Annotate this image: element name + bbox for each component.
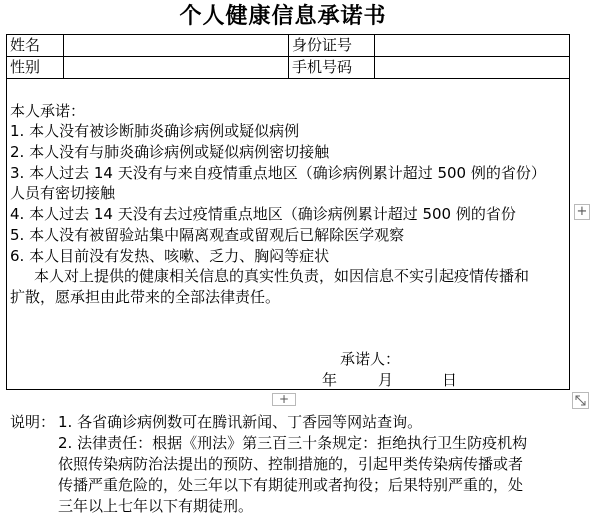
pledge-item: 6. 本人目前没有发热、咳嗽、乏力、胸闷等症状 xyxy=(10,247,330,265)
phone-field[interactable] xyxy=(375,57,569,78)
pledge-item: 3. 本人过去 14 天没有与来自疫情重点地区（确诊病例累计超过 500 例的省份） xyxy=(10,164,546,182)
resize-arrows-icon xyxy=(573,393,588,408)
name-label: 姓名 xyxy=(10,36,41,54)
notes-label: 说明： xyxy=(10,413,56,431)
table-resize-handle[interactable] xyxy=(572,392,589,409)
pledge-item: 2. 本人没有与肺炎确诊病例或疑似病例密切接触 xyxy=(10,143,330,161)
pledge-item: 4. 本人过去 14 天没有去过疫情重点地区（确诊病例累计超过 500 例的省份 xyxy=(10,205,516,223)
row-divider xyxy=(6,78,570,79)
phone-label: 手机号码 xyxy=(292,58,353,76)
pledge-item: 5. 本人没有被留验站集中隔离观查或留观后已解除医学观察 xyxy=(10,226,405,244)
note-line: 1. 各省确诊病例数可在腾讯新闻、丁香园等网站查询。 xyxy=(58,413,423,431)
column-divider xyxy=(288,34,289,78)
note-line: 2. 法律责任：根据《刑法》第三百三十条规定：拒绝执行卫生防疫机构 xyxy=(58,434,528,452)
name-field[interactable] xyxy=(64,35,287,56)
note-line: 传播严重危险的，处三年以下有期徒刑或者拘役；后果特别严重的，处 xyxy=(58,476,524,494)
signer-label: 承诺人： xyxy=(340,350,401,368)
date-month-label: 月 xyxy=(378,371,394,389)
gender-label: 性别 xyxy=(10,58,41,76)
date-year-label: 年 xyxy=(322,371,338,389)
gender-field[interactable] xyxy=(64,57,287,78)
pledge-statement: 扩散，愿承担由此带来的全部法律责任。 xyxy=(10,288,281,306)
id-number-field[interactable] xyxy=(375,35,569,56)
id-number-label: 身份证号 xyxy=(292,36,353,54)
add-row-button[interactable]: + xyxy=(272,393,296,406)
pledge-item: 1. 本人没有被诊断肺炎确诊病例或疑似病例 xyxy=(10,122,300,140)
note-line: 三年以上七年以下有期徒刑。 xyxy=(58,497,254,515)
pledge-statement: 本人对上提供的健康相关信息的真实性负责，如因信息不实引起疫情传播和 xyxy=(34,267,530,285)
document-title: 个人健康信息承诺书 xyxy=(179,3,387,29)
date-day-label: 日 xyxy=(442,371,458,389)
pledge-heading: 本人承诺： xyxy=(10,102,86,120)
note-line: 依照传染病防治法提出的预防、控制措施的，引起甲类传染病传播或者 xyxy=(58,455,524,473)
add-column-button[interactable]: + xyxy=(574,204,590,220)
pledge-item-continued: 人员有密切接触 xyxy=(10,184,116,202)
